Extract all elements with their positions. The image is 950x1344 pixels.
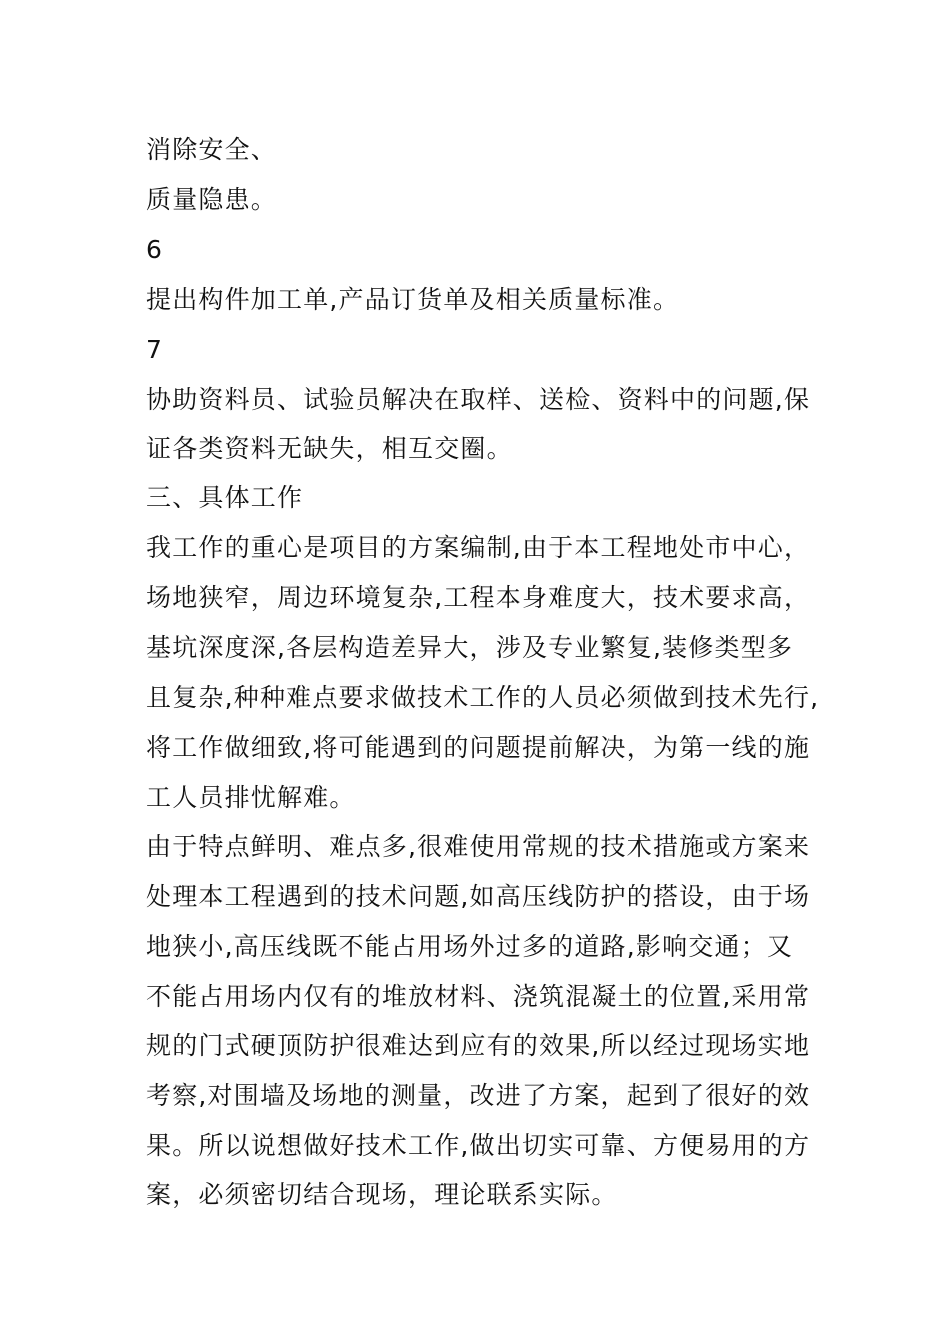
text-line-15: 由于特点鲜明、难点多,很难使用常规的技术措施或方案来 bbox=[146, 832, 811, 861]
text-line-16: 处理本工程遇到的技术问题,如高压线防护的搭设，由于场 bbox=[146, 882, 811, 911]
text-line-22: 案，必须密切结合现场，理论联系实际。 bbox=[146, 1180, 618, 1209]
text-line-1: 消除安全、 bbox=[146, 135, 278, 164]
text-line-18: 不能占用场内仅有的堆放材料、浇筑混凝土的位置,采用常 bbox=[146, 982, 811, 1011]
list-number-7: 7 bbox=[146, 335, 164, 364]
text-line-9: 我工作的重心是项目的方案编制,由于本工程地处市中心， bbox=[146, 533, 811, 562]
text-line-7: 证各类资料无缺失，相互交圈。 bbox=[146, 434, 513, 463]
section-heading: 三、具体工作 bbox=[146, 483, 304, 512]
text-line-14: 工人员排忧解难。 bbox=[146, 783, 356, 812]
text-line-4: 提出构件加工单,产品订货单及相关质量标准。 bbox=[146, 285, 680, 314]
text-line-20: 考察,对围墙及场地的测量，改进了方案，起到了很好的效 bbox=[146, 1081, 811, 1110]
text-line-11: 基坑深度深,各层构造差异大，涉及专业繁复,装修类型多 bbox=[146, 633, 794, 662]
text-line-13: 将工作做细致,将可能遇到的问题提前解决，为第一线的施 bbox=[146, 733, 811, 762]
text-line-19: 规的门式硬顶防护很难达到应有的效果,所以经过现场实地 bbox=[146, 1031, 811, 1060]
text-line-17: 地狭小,高压线既不能占用场外过多的道路,影响交通；又 bbox=[146, 932, 794, 961]
text-line-12: 且复杂,种种难点要求做技术工作的人员必须做到技术先行, bbox=[146, 683, 820, 712]
text-line-6: 协助资料员、试验员解决在取样、送检、资料中的问题,保 bbox=[146, 385, 811, 414]
text-line-21: 果。所以说想做好技术工作,做出切实可靠、方便易用的方 bbox=[146, 1131, 811, 1160]
text-line-2: 质量隐患。 bbox=[146, 185, 278, 214]
text-line-10: 场地狭窄，周边环境复杂,工程本身难度大，技术要求高， bbox=[146, 583, 811, 612]
list-number-6: 6 bbox=[146, 235, 164, 264]
